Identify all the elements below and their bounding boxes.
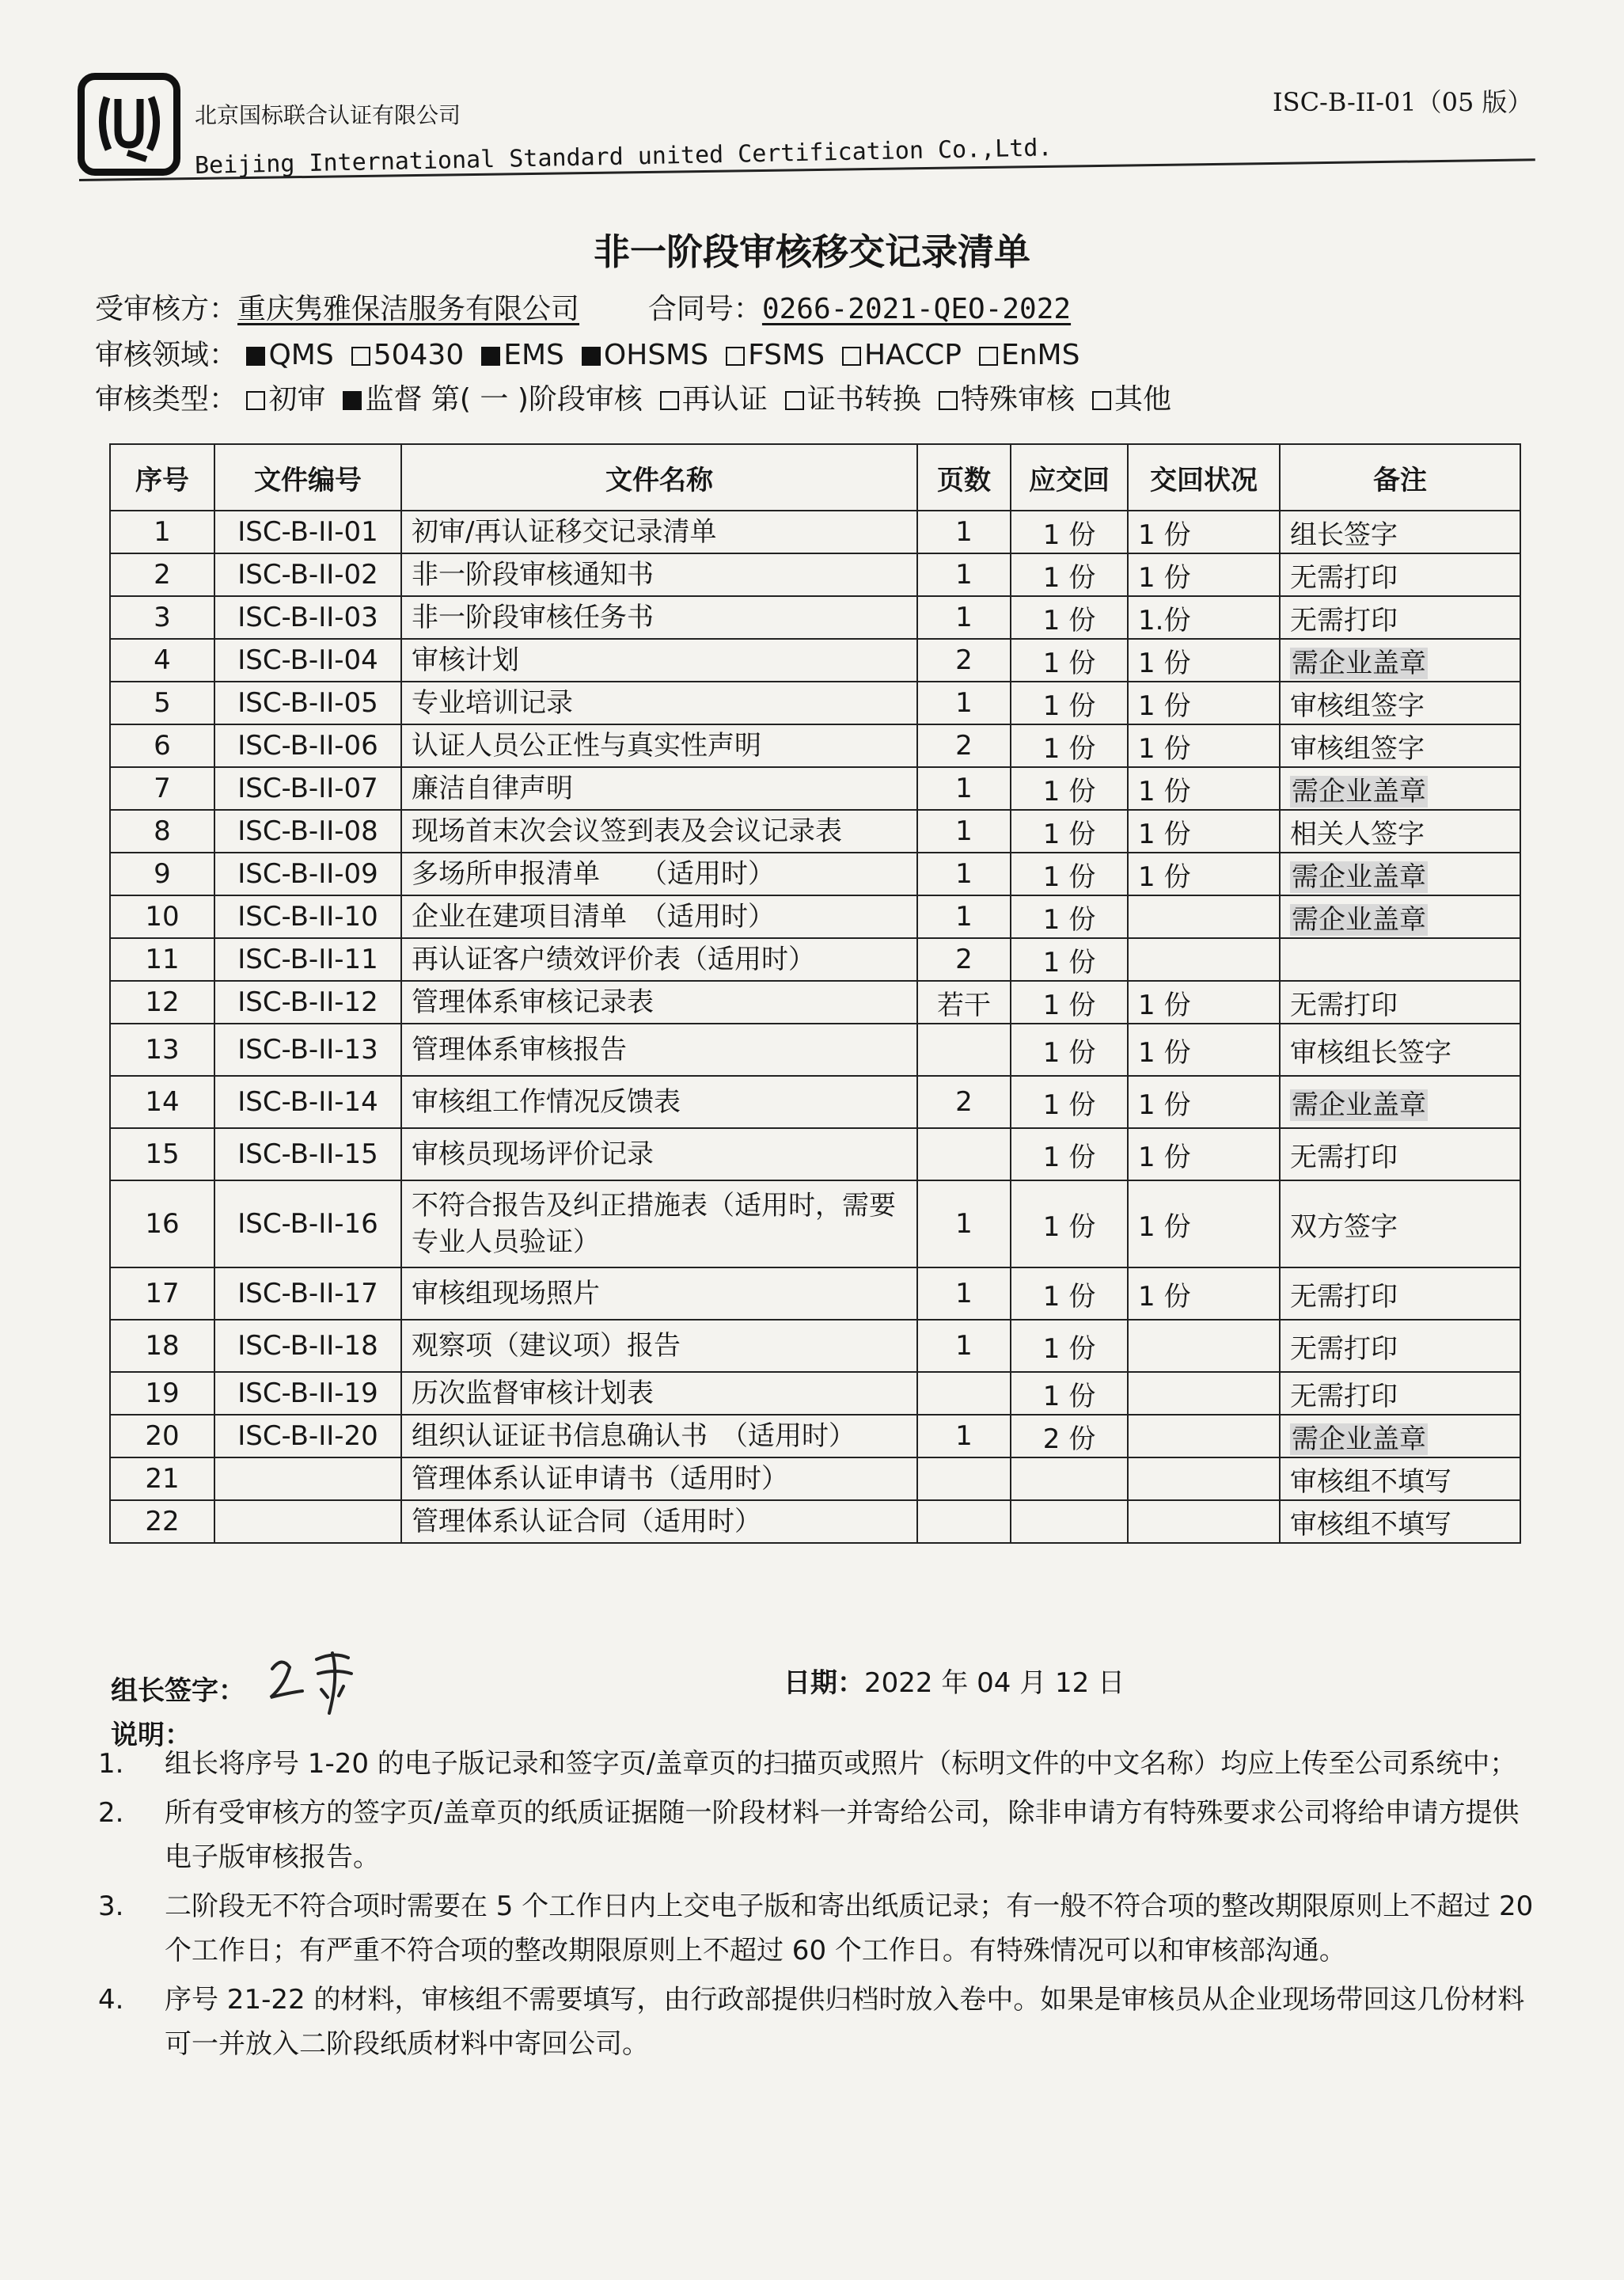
cell-status: 1 份 (1128, 1076, 1280, 1128)
cell-status: 1 份 (1128, 767, 1280, 810)
cell-code (214, 1500, 401, 1543)
audit-type-option-label: 其他 (1114, 383, 1171, 416)
cell-no: 2 (110, 553, 214, 596)
cell-pages: 2 (917, 1076, 1011, 1128)
cell-pages (917, 1372, 1011, 1415)
table-row (110, 1457, 1520, 1500)
audit-field-option-label: HACCP (863, 339, 962, 371)
cell-no: 8 (110, 810, 214, 853)
audit-field-checkbox[interactable] (246, 347, 265, 366)
cell-code: ISC-B-II-02 (214, 553, 401, 596)
cell-status: 1 份 (1128, 724, 1280, 767)
certification-logo-icon (78, 73, 180, 176)
table-row (110, 511, 1520, 553)
leader-sign-label: 组长签字： (111, 1675, 245, 1707)
note-text: 双方签字 (1290, 1210, 1398, 1243)
cell-name: 非一阶段审核任务书 (401, 596, 917, 639)
table-row (110, 1320, 1520, 1372)
cell-note (1280, 1128, 1520, 1180)
cell-pages: 1 (917, 1415, 1011, 1457)
cell-pages: 1 (917, 1180, 1011, 1267)
date-line (784, 1661, 1125, 1700)
cell-no: 7 (110, 767, 214, 810)
cell-due: 1 份 (1011, 981, 1128, 1024)
cell-status (1128, 1500, 1280, 1543)
audit-type-checkbox[interactable] (785, 391, 804, 410)
header-no: 序号 (110, 444, 214, 511)
audit-field-checkbox[interactable] (842, 347, 861, 366)
company-name-en: Beijing International Standard united Certification Co.,Ltd. (194, 134, 1053, 180)
cell-status (1128, 1320, 1280, 1372)
cell-due: 1 份 (1011, 1128, 1128, 1180)
cell-no: 17 (110, 1267, 214, 1320)
cell-name: 再认证客户绩效评价表（适用时） (401, 938, 917, 981)
table-row (110, 1500, 1520, 1543)
cell-no: 10 (110, 895, 214, 938)
cell-note (1280, 596, 1520, 639)
cell-code: ISC-B-II-07 (214, 767, 401, 810)
cell-pages: 若干 (917, 981, 1011, 1024)
table-row (110, 1024, 1520, 1076)
cell-note (1280, 853, 1520, 895)
table-row (110, 1128, 1520, 1180)
contract-label: 合同号： (647, 293, 762, 325)
audit-type-checkbox[interactable] (246, 391, 265, 410)
audit-types-list (246, 383, 1189, 416)
audit-field-checkbox[interactable] (481, 347, 500, 366)
note-text: 相关人签字 (1290, 818, 1425, 850)
cell-no: 3 (110, 596, 214, 639)
table-row (110, 1076, 1520, 1128)
note-text: 需企业盖章 (1292, 861, 1426, 893)
cell-name: 组织认证证书信息确认书 （适用时） (401, 1415, 917, 1457)
cell-no: 12 (110, 981, 214, 1024)
auditee-value: 重庆隽雅保洁服务有限公司 (237, 293, 580, 325)
audit-fields-list (246, 339, 1097, 371)
cell-status (1128, 1457, 1280, 1500)
cell-pages: 1 (917, 553, 1011, 596)
note-item (98, 1978, 1539, 2066)
cell-name: 审核组工作情况反馈表 (401, 1076, 917, 1128)
note-text: 二阶段无不符合项时需要在 5 个工作日内上交电子版和寄出纸质记录；有一般不符合项的整改期限原则上不超过 20 个工作日；有严重不符合项的整改期限原则上不超过 60 个工作日。有特殊情况可以和审核部沟通。 (165, 1890, 1534, 1966)
note-text: 审核组不填写 (1290, 1508, 1451, 1541)
header-due: 应交回 (1011, 444, 1128, 511)
audit-field-option (582, 339, 708, 371)
cell-pages: 1 (917, 1320, 1011, 1372)
cell-no: 4 (110, 639, 214, 682)
audit-type-option-label: 再认证 (681, 383, 768, 416)
cell-no: 18 (110, 1320, 214, 1372)
cell-status: 1 份 (1128, 553, 1280, 596)
note-text: 无需打印 (1290, 1280, 1398, 1313)
cell-status: 1 份 (1128, 511, 1280, 553)
cell-due (1011, 1457, 1128, 1500)
table-row (110, 810, 1520, 853)
cell-no: 19 (110, 1372, 214, 1415)
cell-status: 1 份 (1128, 682, 1280, 724)
cell-pages: 2 (917, 724, 1011, 767)
cell-pages: 1 (917, 596, 1011, 639)
table-row (110, 938, 1520, 981)
cell-note (1280, 1500, 1520, 1543)
cell-code: ISC-B-II-19 (214, 1372, 401, 1415)
cell-note (1280, 1457, 1520, 1500)
table-row (110, 1267, 1520, 1320)
cell-status (1128, 938, 1280, 981)
cell-no: 22 (110, 1500, 214, 1543)
handwritten-signature (266, 1645, 385, 1716)
note-text: 需企业盖章 (1292, 903, 1426, 936)
note-text: 审核组签字 (1290, 690, 1425, 722)
header-code: 文件编号 (214, 444, 401, 511)
audit-field-option (246, 339, 333, 371)
cell-no: 15 (110, 1128, 214, 1180)
audit-field-option (481, 339, 564, 371)
header-name: 文件名称 (401, 444, 917, 511)
cell-pages (917, 1457, 1011, 1500)
table-row (110, 639, 1520, 682)
audit-type-checkbox[interactable] (1092, 391, 1111, 410)
audit-types-label: 审核类型： (95, 383, 238, 416)
cell-note (1280, 938, 1520, 981)
cell-due: 1 份 (1011, 938, 1128, 981)
cell-code: ISC-B-II-03 (214, 596, 401, 639)
cell-note (1280, 682, 1520, 724)
cell-code: ISC-B-II-12 (214, 981, 401, 1024)
cell-name: 审核计划 (401, 639, 917, 682)
cell-name: 现场首末次会议签到表及会议记录表 (401, 810, 917, 853)
audit-field-option (842, 339, 962, 371)
cell-code: ISC-B-II-06 (214, 724, 401, 767)
cell-due: 1 份 (1011, 1267, 1128, 1320)
note-number: 2. (98, 1797, 124, 1829)
cell-code: ISC-B-II-04 (214, 639, 401, 682)
cell-pages: 1 (917, 810, 1011, 853)
cell-pages: 1 (917, 511, 1011, 553)
note-item (98, 1884, 1539, 1973)
cell-due: 1 份 (1011, 553, 1128, 596)
header-note: 备注 (1280, 444, 1520, 511)
table-row (110, 682, 1520, 724)
audit-fields-line (95, 332, 1097, 373)
auditee-label: 受审核方： (95, 293, 238, 325)
cell-due: 1 份 (1011, 511, 1128, 553)
cell-due: 1 份 (1011, 895, 1128, 938)
cell-code: ISC-B-II-15 (214, 1128, 401, 1180)
audit-type-option (343, 383, 642, 416)
table-row (110, 724, 1520, 767)
cell-due: 1 份 (1011, 810, 1128, 853)
audit-field-option (351, 339, 465, 371)
audit-type-option-label: 监督 第( 一 )阶段审核 (365, 383, 643, 416)
cell-no: 5 (110, 682, 214, 724)
cell-code: ISC-B-II-05 (214, 682, 401, 724)
note-text: 无需打印 (1290, 1332, 1398, 1365)
cell-name: 认证人员公正性与真实性声明 (401, 724, 917, 767)
cell-note (1280, 810, 1520, 853)
cell-pages (917, 1024, 1011, 1076)
cell-name: 非一阶段审核通知书 (401, 553, 917, 596)
cell-no: 1 (110, 511, 214, 553)
audit-type-option (939, 383, 1075, 416)
audit-field-option-label: EMS (503, 339, 564, 371)
explain-label: 说明： (111, 1720, 192, 1751)
cell-name: 观察项（建议项）报告 (401, 1320, 917, 1372)
cell-pages (917, 1128, 1011, 1180)
note-text: 组长将序号 1-20 的电子版记录和签字页/盖章页的扫描页或照片（标明文件的中文名称）均应上传至公司系统中； (165, 1748, 1517, 1780)
cell-code: ISC-B-II-01 (214, 511, 401, 553)
document-title: 非一阶段审核移交记录清单 (594, 230, 1030, 273)
cell-due: 1 份 (1011, 1372, 1128, 1415)
cell-code: ISC-B-II-09 (214, 853, 401, 895)
audit-type-option-label: 证书转换 (806, 383, 921, 416)
cell-due: 2 份 (1011, 1415, 1128, 1457)
cell-due: 1 份 (1011, 853, 1128, 895)
note-text: 无需打印 (1290, 604, 1398, 636)
handover-table (109, 443, 1521, 1544)
audit-type-option (1092, 383, 1171, 416)
cell-note (1280, 1180, 1520, 1267)
audit-field-checkbox[interactable] (979, 347, 998, 366)
cell-note (1280, 895, 1520, 938)
header-pages: 页数 (917, 444, 1011, 511)
audit-field-option-label: OHSMS (603, 339, 709, 371)
audit-type-option-label: 特殊审核 (960, 383, 1075, 416)
cell-code (214, 1457, 401, 1500)
cell-note (1280, 1372, 1520, 1415)
header-status: 交回状况 (1128, 444, 1280, 511)
cell-no: 9 (110, 853, 214, 895)
note-number: 3. (98, 1890, 124, 1922)
table-row (110, 981, 1520, 1024)
date-label: 日期： (784, 1667, 864, 1699)
note-item (98, 1742, 1539, 1786)
table-row (110, 1180, 1520, 1267)
note-text: 需企业盖章 (1292, 775, 1426, 808)
cell-no: 20 (110, 1415, 214, 1457)
table-row (110, 1415, 1520, 1457)
audit-field-option-label: QMS (268, 339, 334, 371)
cell-code: ISC-B-II-17 (214, 1267, 401, 1320)
cell-pages: 2 (917, 938, 1011, 981)
audit-type-checkbox[interactable] (343, 391, 362, 410)
audit-field-checkbox[interactable] (351, 347, 370, 366)
cell-code: ISC-B-II-16 (214, 1180, 401, 1267)
note-item (98, 1791, 1539, 1879)
cell-no: 21 (110, 1457, 214, 1500)
cell-due: 1 份 (1011, 1076, 1128, 1128)
table-row (110, 895, 1520, 938)
cell-no: 13 (110, 1024, 214, 1076)
date-value: 2022 年 04 月 12 日 (864, 1667, 1125, 1699)
cell-code: ISC-B-II-20 (214, 1415, 401, 1457)
cell-name: 不符合报告及纠正措施表（适用时，需要专业人员验证） (401, 1180, 917, 1267)
note-text: 需企业盖章 (1292, 647, 1426, 679)
cell-name: 管理体系认证申请书（适用时） (401, 1457, 917, 1500)
cell-note (1280, 981, 1520, 1024)
cell-pages: 1 (917, 895, 1011, 938)
cell-status: 1 份 (1128, 1180, 1280, 1267)
form-code: ISC-B-II-01（05 版） (1273, 87, 1533, 117)
cell-note (1280, 1024, 1520, 1076)
audit-type-checkbox[interactable] (939, 391, 958, 410)
cell-note (1280, 1076, 1520, 1128)
cell-name: 廉洁自律声明 (401, 767, 917, 810)
cell-code: ISC-B-II-10 (214, 895, 401, 938)
cell-status: 1 份 (1128, 1128, 1280, 1180)
note-text: 所有受审核方的签字页/盖章页的纸质证据随一阶段材料一并寄给公司，除非申请方有特殊要求公司将给申请方提供电子版审核报告。 (165, 1797, 1520, 1873)
note-text: 无需打印 (1290, 561, 1398, 594)
cell-no: 16 (110, 1180, 214, 1267)
audit-field-option-label: EnMS (1000, 339, 1080, 371)
note-text: 无需打印 (1290, 1380, 1398, 1412)
table-row (110, 767, 1520, 810)
cell-name: 管理体系审核报告 (401, 1024, 917, 1076)
audit-type-option-label: 初审 (268, 383, 326, 416)
cell-pages: 2 (917, 639, 1011, 682)
cell-name: 多场所申报清单 （适用时） (401, 853, 917, 895)
cell-status: 1 份 (1128, 1024, 1280, 1076)
cell-pages: 1 (917, 1267, 1011, 1320)
note-text: 需企业盖章 (1292, 1089, 1426, 1121)
table-header-row (110, 444, 1520, 511)
cell-due: 1 份 (1011, 767, 1128, 810)
cell-due: 1 份 (1011, 724, 1128, 767)
cell-due: 1 份 (1011, 596, 1128, 639)
note-text: 组长签字 (1290, 519, 1398, 551)
cell-pages (917, 1500, 1011, 1543)
cell-pages: 1 (917, 767, 1011, 810)
cell-note (1280, 1267, 1520, 1320)
company-name-cn: 北京国标联合认证有限公司 (195, 102, 461, 128)
cell-code: ISC-B-II-18 (214, 1320, 401, 1372)
note-number: 1. (98, 1748, 124, 1780)
cell-status: 1.份 (1128, 596, 1280, 639)
cell-note (1280, 1415, 1520, 1457)
cell-name: 管理体系认证合同（适用时） (401, 1500, 917, 1543)
note-text: 审核组长签字 (1290, 1036, 1451, 1069)
audit-type-option (246, 383, 325, 416)
auditee-line (95, 287, 1095, 327)
cell-status (1128, 1372, 1280, 1415)
cell-note (1280, 724, 1520, 767)
note-text: 审核组不填写 (1290, 1465, 1451, 1498)
cell-no: 6 (110, 724, 214, 767)
audit-field-option (726, 339, 825, 371)
table-row (110, 553, 1520, 596)
cell-due: 1 份 (1011, 682, 1128, 724)
cell-note (1280, 511, 1520, 553)
note-text: 无需打印 (1290, 989, 1398, 1021)
cell-code: ISC-B-II-14 (214, 1076, 401, 1128)
note-text: 审核组签字 (1290, 732, 1425, 765)
notes-list (98, 1742, 1539, 2071)
table-row (110, 1372, 1520, 1415)
note-text: 序号 21-22 的材料，审核组不需要填写，由行政部提供归档时放入卷中。如果是审核员从企业现场带回这几份材料可一并放入二阶段纸质材料中寄回公司。 (165, 1984, 1525, 2060)
cell-note (1280, 639, 1520, 682)
cell-name: 专业培训记录 (401, 682, 917, 724)
cell-status (1128, 1415, 1280, 1457)
audit-type-option (785, 383, 921, 416)
table-row (110, 853, 1520, 895)
audit-field-checkbox[interactable] (726, 347, 745, 366)
note-text: 无需打印 (1290, 1141, 1398, 1173)
audit-types-line (95, 377, 1189, 417)
cell-status (1128, 895, 1280, 938)
contract-value: 0266-2021-QEO-2022 (761, 293, 1072, 325)
cell-status: 1 份 (1128, 1267, 1280, 1320)
cell-status: 1 份 (1128, 639, 1280, 682)
cell-name: 历次监督审核计划表 (401, 1372, 917, 1415)
cell-status: 1 份 (1128, 981, 1280, 1024)
cell-code: ISC-B-II-13 (214, 1024, 401, 1076)
table-row (110, 596, 1520, 639)
cell-status: 1 份 (1128, 853, 1280, 895)
cell-name: 审核组现场照片 (401, 1267, 917, 1320)
audit-type-option (660, 383, 768, 416)
cell-due: 1 份 (1011, 1024, 1128, 1076)
cell-note (1280, 1320, 1520, 1372)
cell-code: ISC-B-II-11 (214, 938, 401, 981)
cell-name: 初审/再认证移交记录清单 (401, 511, 917, 553)
audit-field-option (979, 339, 1080, 371)
note-number: 4. (98, 1984, 124, 2016)
audit-field-option-label: 50430 (373, 339, 465, 371)
cell-name: 审核员现场评价记录 (401, 1128, 917, 1180)
cell-no: 14 (110, 1076, 214, 1128)
cell-name: 管理体系审核记录表 (401, 981, 917, 1024)
cell-code: ISC-B-II-08 (214, 810, 401, 853)
cell-note (1280, 767, 1520, 810)
cell-due: 1 份 (1011, 639, 1128, 682)
cell-due (1011, 1500, 1128, 1543)
cell-note (1280, 553, 1520, 596)
audit-field-option-label: FSMS (748, 339, 825, 371)
cell-pages: 1 (917, 853, 1011, 895)
audit-fields-label: 审核领域： (95, 339, 238, 371)
cell-status: 1 份 (1128, 810, 1280, 853)
cell-due: 1 份 (1011, 1180, 1128, 1267)
audit-type-checkbox[interactable] (660, 391, 679, 410)
cell-due: 1 份 (1011, 1320, 1128, 1372)
cell-name: 企业在建项目清单 （适用时） (401, 895, 917, 938)
note-text: 需企业盖章 (1292, 1423, 1426, 1455)
cell-no: 11 (110, 938, 214, 981)
audit-field-checkbox[interactable] (582, 347, 601, 366)
cell-pages: 1 (917, 682, 1011, 724)
